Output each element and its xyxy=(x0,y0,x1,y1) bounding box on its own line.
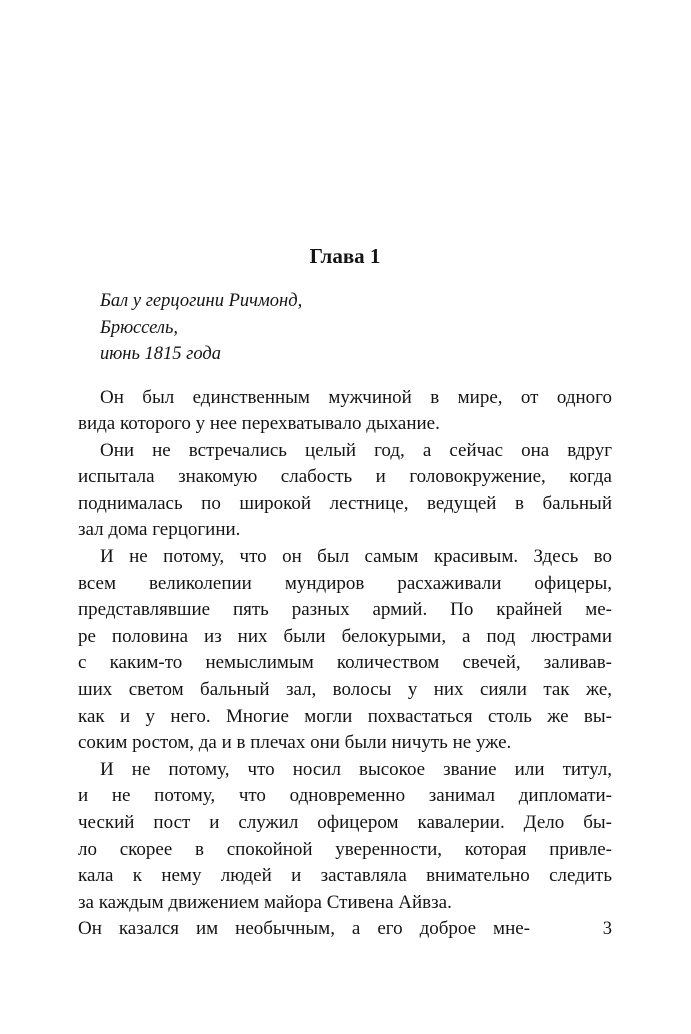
text-line: всем великолепии мундиров расхаживали офицеры, xyxy=(78,572,612,594)
text-line: испытала знакомую слабость и головокружение, когда xyxy=(78,466,612,488)
text-line: вида которого у нее перехватывало дыхание. xyxy=(78,413,440,435)
text-line: ло скорее в спокойной уверенности, которая привле- xyxy=(78,838,612,860)
text-line: за каждым движением майора Стивена Айвза. xyxy=(78,891,452,913)
body-text xyxy=(78,385,612,943)
epigraph xyxy=(100,288,612,368)
text-line: зал дома герцогини. xyxy=(78,519,241,541)
text-line: и не потому, что одновременно занимал дипломати- xyxy=(78,785,612,807)
epigraph-line: Брюссель, xyxy=(100,317,179,338)
last-line-row xyxy=(78,916,612,943)
text-line: кала к нему людей и заставляла внимательно следить xyxy=(78,865,612,887)
text-line: с каким-то немыслимым количеством свечей, заливав- xyxy=(78,652,612,674)
text-line: И не потому, что он был самым красивым. Здесь во xyxy=(100,546,612,568)
paragraph xyxy=(78,385,612,438)
text-line: ческий пост и служил офицером кавалерии. Дело бы- xyxy=(78,812,612,833)
text-line: Они не встречались целый год, а сейчас она вдруг xyxy=(100,439,612,461)
paragraph xyxy=(78,757,612,917)
text-line: ших светом бальный зал, волосы у них сияли так же, xyxy=(78,679,612,701)
page-number: 3 xyxy=(602,919,612,940)
text-line: Он был единственным мужчиной в мире, от одного xyxy=(100,386,612,408)
text-line: поднималась по широкой лестнице, ведущей в бальный xyxy=(78,492,612,514)
text-line: соким ростом, да и в плечах они были ничуть не уже. xyxy=(78,732,512,754)
chapter-title: Глава 1 xyxy=(309,244,381,268)
text-line: Он казался им необычным, а его доброе мне- xyxy=(78,918,530,940)
text-line: И не потому, что носил высокое звание или титул, xyxy=(100,758,612,780)
epigraph-line: Бал у герцогини Ричмонд, xyxy=(100,291,303,311)
text-line: представлявшие пять разных армий. По крайней ме- xyxy=(78,599,612,621)
paragraph xyxy=(78,544,612,757)
epigraph-line: июнь 1815 года xyxy=(100,344,221,364)
text-line: как и у него. Многие могли похвастаться столь же вы- xyxy=(78,705,612,727)
paragraph xyxy=(78,438,612,544)
text-line: ре половина из них были белокурыми, а под люстрами xyxy=(78,625,612,647)
